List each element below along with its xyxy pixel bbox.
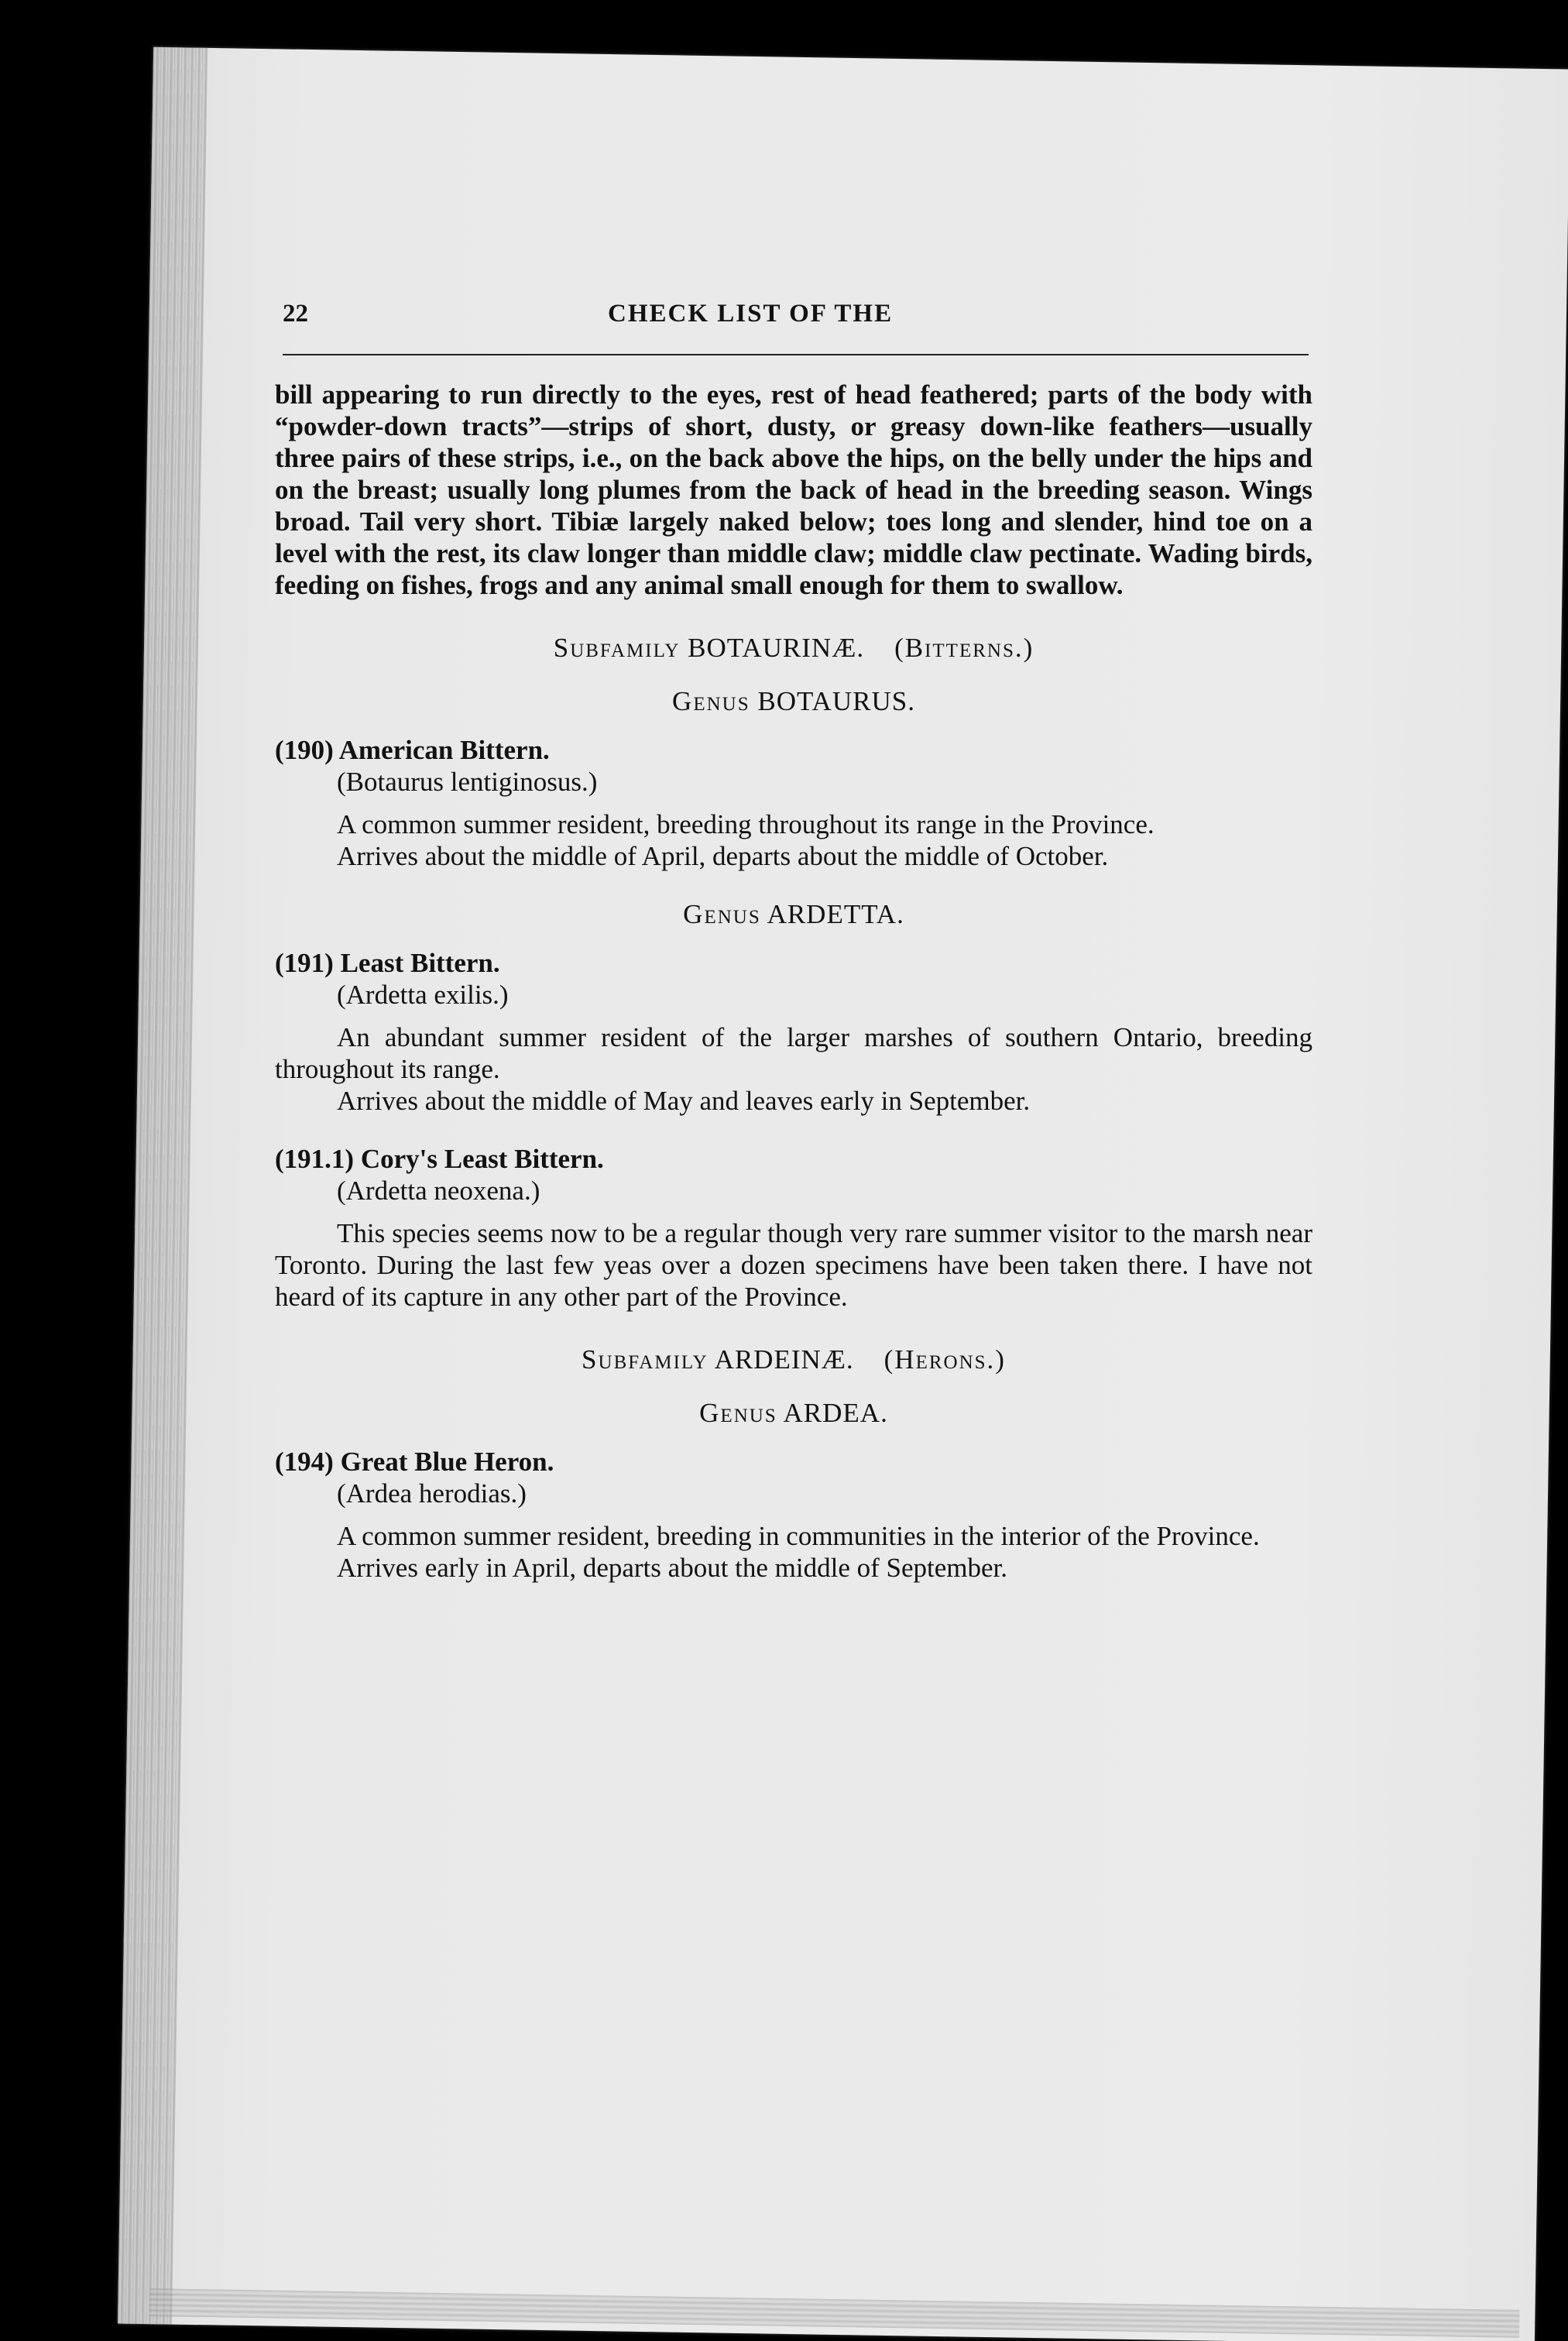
species-entry-194 bbox=[275, 1446, 1312, 1584]
genus-ardetta bbox=[275, 898, 1312, 930]
genus-botaurus bbox=[275, 685, 1312, 717]
species-description: This species seems now to be a regular though very rare summer visitor to the marsh near Toronto. During the last few yeas over a dozen specimens have been taken there. I have not heard of its capture in any other part of the Province. bbox=[275, 1218, 1312, 1312]
genus-name: ARDEA. bbox=[783, 1398, 888, 1428]
species-description: A common summer resident, breeding throughout its range in the Province. bbox=[337, 809, 1155, 839]
page-header bbox=[275, 298, 1312, 345]
species-name: Cory's Least Bittern. bbox=[360, 1144, 604, 1174]
species-migration: Arrives about the middle of May and leaves early in September. bbox=[337, 1086, 1031, 1116]
page-content bbox=[275, 298, 1312, 1610]
genus-label: Genus bbox=[672, 686, 750, 716]
page-bottom-edge bbox=[149, 2288, 1519, 2338]
species-number: (190) bbox=[275, 735, 334, 765]
subfamily-botaurinae bbox=[275, 632, 1312, 664]
subfamily-label: Subfamily bbox=[582, 1344, 709, 1375]
species-heading bbox=[275, 1143, 1312, 1175]
species-heading bbox=[275, 734, 1312, 766]
species-description: A common summer resident, breeding in communities in the interior of the Province. bbox=[337, 1521, 1260, 1551]
running-head: CHECK LIST OF THE bbox=[608, 300, 894, 328]
subfamily-ardeinae bbox=[275, 1344, 1312, 1375]
scientific-name: (Ardetta neoxena.) bbox=[337, 1176, 540, 1206]
subfamily-name: ARDEINÆ. bbox=[714, 1344, 854, 1375]
species-entry-190 bbox=[275, 734, 1312, 872]
subfamily-name: BOTAURINÆ. bbox=[688, 633, 865, 663]
species-migration: Arrives about the middle of April, departs about the middle of October. bbox=[337, 841, 1109, 871]
species-number: (191) bbox=[275, 948, 334, 978]
species-entry-191 bbox=[275, 947, 1312, 1117]
species-description: An abundant summer resident of the larger marshes of southern Ontario, breeding throughout its range. bbox=[275, 1022, 1312, 1084]
genus-ardea bbox=[275, 1397, 1312, 1429]
species-migration: Arrives early in April, departs about the middle of September. bbox=[337, 1553, 1008, 1583]
species-name: Great Blue Heron. bbox=[340, 1447, 554, 1477]
genus-label: Genus bbox=[699, 1398, 777, 1428]
page-gutter bbox=[118, 47, 208, 2325]
scientific-name: (Ardetta exilis.) bbox=[337, 980, 509, 1010]
genus-label: Genus bbox=[683, 899, 761, 929]
genus-name: ARDETTA. bbox=[767, 899, 904, 929]
species-heading bbox=[275, 947, 1312, 979]
species-name: American Bittern. bbox=[338, 735, 550, 765]
scientific-name: (Ardea herodias.) bbox=[337, 1478, 527, 1509]
species-name: Least Bittern. bbox=[340, 948, 500, 978]
subfamily-common-name: (Herons.) bbox=[884, 1344, 1006, 1375]
scientific-name: (Botaurus lentiginosus.) bbox=[337, 767, 598, 797]
genus-name: BOTAURUS. bbox=[757, 686, 915, 716]
subfamily-label: Subfamily bbox=[553, 633, 681, 663]
species-number: (191.1) bbox=[275, 1144, 355, 1174]
intro-paragraph: bill appearing to run directly to the eyes, rest of head feathered; parts of the body with “powder-down tracts”—strips of short, dusty, or greasy down-like feathers—usually three pairs of these strips, i.e., on the back above the hips, on the belly under the hips and on the breast; usually long plumes from the back of head in the breeding season. Wings broad. Tail very short. Tibiæ largely naked below; toes long and slender, hind toe on a level with the rest, its claw longer than middle claw; middle claw pectinate. Wading birds, feeding on fishes, frogs and any animal small enough for them to swallow. bbox=[275, 379, 1312, 600]
species-entry-191-1 bbox=[275, 1143, 1312, 1313]
page-number: 22 bbox=[283, 300, 308, 328]
header-rule bbox=[283, 354, 1309, 355]
species-number: (194) bbox=[275, 1447, 334, 1477]
species-heading bbox=[275, 1446, 1312, 1478]
subfamily-common-name: (Bitterns.) bbox=[894, 633, 1034, 663]
